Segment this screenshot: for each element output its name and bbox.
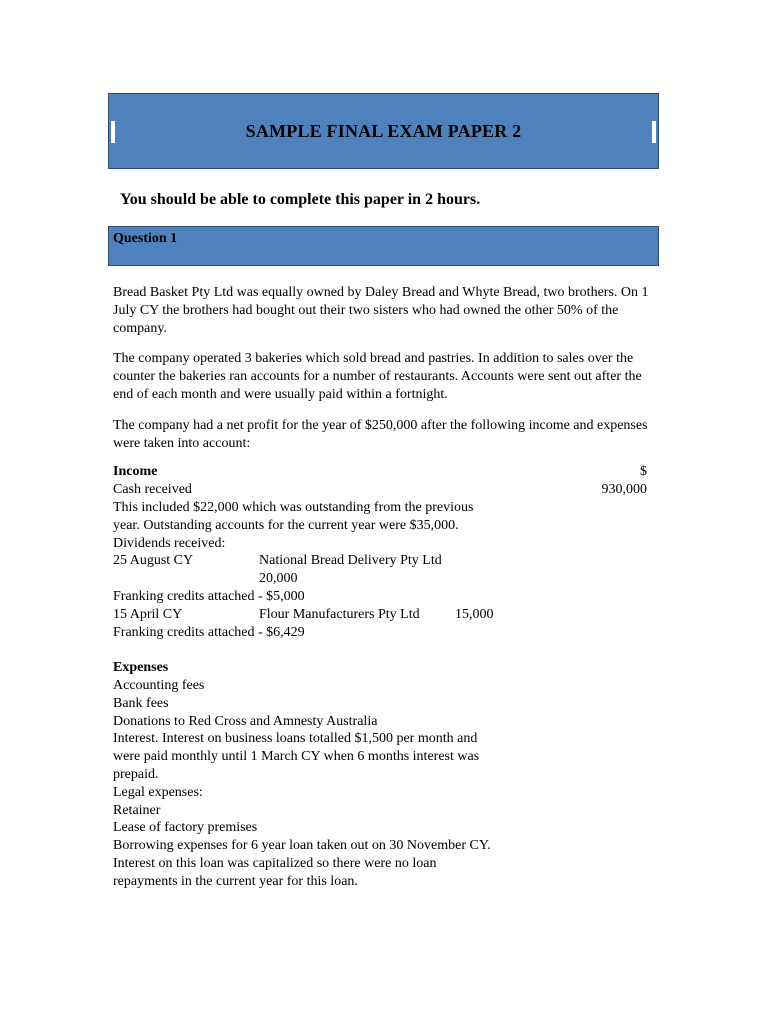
expense-item: Bank fees — [113, 695, 169, 711]
expenses-section — [113, 659, 653, 890]
retainer-item: Retainer — [113, 802, 161, 818]
dividend-2-date: 15 April CY — [113, 606, 183, 622]
expenses-heading: Expenses — [113, 660, 169, 676]
question-body — [113, 284, 653, 891]
lease-item: Lease of factory premises — [113, 820, 258, 836]
income-heading: Income — [113, 464, 158, 480]
paragraph-operations: The company operated 3 bakeries which sold bread and pastries. In addition to sales over the counter the bakeries ran accounts for a number of restaurants. Accounts were sent out after the end of each month and were usually paid within a fortnight. — [113, 351, 642, 402]
dividend-2-franking: Franking credits attached - $6,429 — [113, 624, 305, 640]
cash-received-value: 930,000 — [601, 482, 647, 498]
cash-received-note: This included $22,000 which was outstanding from the previous year. Outstanding accounts for the current year were $35,000. — [113, 499, 474, 533]
dividend-1-date: 25 August CY — [113, 553, 194, 569]
paragraph-net-profit: The company had a net profit for the year of $250,000 after the following income and expenses were taken into account: — [113, 417, 648, 451]
cash-received-label: Cash received — [113, 482, 192, 498]
banner-right-marker — [652, 121, 656, 143]
time-instruction: You should be able to complete this paper in 2 hours. — [120, 191, 481, 208]
expense-item: Accounting fees — [113, 677, 205, 693]
exam-title-banner — [108, 93, 659, 169]
currency-symbol: $ — [640, 464, 647, 480]
dividend-2-amount: 15,000 — [455, 606, 494, 622]
exam-title: SAMPLE FINAL EXAM PAPER 2 — [245, 120, 522, 141]
dividend-1-franking: Franking credits attached - $5,000 — [113, 588, 305, 604]
dividend-1-payer: National Bread Delivery Pty Ltd — [259, 553, 442, 569]
borrowing-expenses-note: Borrowing expenses for 6 year loan taken out on 30 November CY. Interest on this loan was capitalized so there were no loan repayments in the current year for this loan. — [113, 838, 491, 889]
legal-expenses-label: Legal expenses: — [113, 784, 203, 800]
expense-item: Donations to Red Cross and Amnesty Australia — [113, 713, 378, 729]
interest-note: Interest. Interest on business loans totalled $1,500 per month and were paid monthly until 1 March CY when 6 months interest was prepaid. — [113, 731, 480, 782]
banner-left-marker — [111, 121, 115, 143]
income-section — [113, 463, 653, 641]
dividend-2-payer: Flour Manufacturers Pty Ltd — [259, 606, 420, 622]
paragraph-ownership: Bread Basket Pty Ltd was equally owned by Daley Bread and Whyte Bread, two brothers. On 1 July CY the brothers had bought out their two sisters who had owned the other 50% of the company. — [113, 285, 649, 336]
question-label: Question 1 — [113, 231, 178, 246]
question-banner — [108, 226, 659, 266]
dividend-1-amount: 20,000 — [259, 571, 298, 587]
dividends-label: Dividends received: — [113, 535, 226, 551]
